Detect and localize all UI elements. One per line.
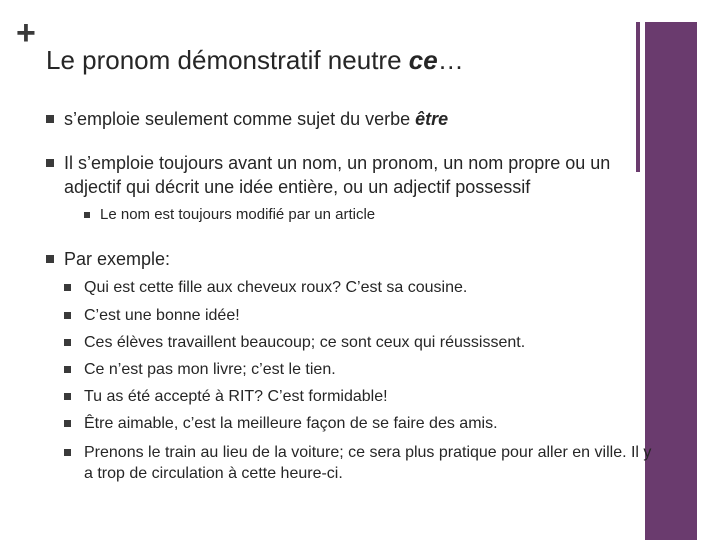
- example-text: Ce n’est pas mon livre; c’est le tien.: [84, 361, 336, 378]
- bullet-item: [46, 151, 646, 199]
- example-text: Qui est cette fille aux cheveux roux? C’est sa cousine.: [84, 279, 468, 296]
- bullet-text: Il s’emploie toujours avant un nom, un pronom, un nom propre ou un adjectif qui décrit une idée entière, ou un adjectif possessif: [64, 153, 611, 197]
- square-bullet-icon: [64, 284, 71, 291]
- title-prefix: Le pronom démonstratif neutre: [46, 45, 409, 75]
- bullet-text: [64, 107, 646, 131]
- square-bullet-icon: [46, 159, 54, 167]
- sub-bullet-text: Le nom est toujours modifié par un article: [100, 206, 376, 223]
- bullet-text-plain: s’emploie seulement comme sujet du verbe: [64, 109, 416, 129]
- square-bullet-icon: [64, 420, 71, 427]
- title-suffix: …: [437, 45, 464, 75]
- square-bullet-icon: [64, 339, 71, 346]
- sub-bullet-item: [84, 205, 624, 225]
- square-bullet-icon: [64, 449, 71, 456]
- example-text: Prenons le train au lieu de la voiture; ce sera plus pratique pour aller en ville. Il y a trop de circulation à cette heure-ci.: [84, 444, 652, 482]
- example-item: [64, 386, 664, 407]
- square-bullet-icon: [46, 255, 54, 263]
- bullet-text-emphasis: être: [415, 109, 449, 129]
- square-bullet-icon: [64, 366, 71, 373]
- bullet-text: Par exemple:: [64, 249, 171, 269]
- square-bullet-icon: [46, 115, 54, 123]
- example-item: [64, 332, 664, 353]
- example-item: [64, 442, 654, 484]
- title-emphasis: ce: [408, 45, 438, 75]
- square-bullet-icon: [64, 312, 71, 319]
- example-item: [64, 413, 664, 434]
- example-text: Tu as été accepté à RIT? C’est formidable!: [84, 388, 388, 405]
- example-text: Être aimable, c’est la meilleure façon de se faire des amis.: [84, 415, 498, 432]
- square-bullet-icon: [64, 393, 71, 400]
- example-text: Ces élèves travaillent beaucoup; ce sont ceux qui réussissent.: [84, 334, 526, 351]
- bullet-item: [46, 247, 646, 271]
- example-text: C’est une bonne idée!: [84, 307, 240, 324]
- example-item: [64, 359, 664, 380]
- bullet-item: [46, 107, 646, 131]
- square-bullet-icon: [84, 212, 90, 218]
- example-item: [64, 305, 664, 326]
- plus-icon: +: [16, 14, 36, 52]
- example-item: [64, 277, 664, 298]
